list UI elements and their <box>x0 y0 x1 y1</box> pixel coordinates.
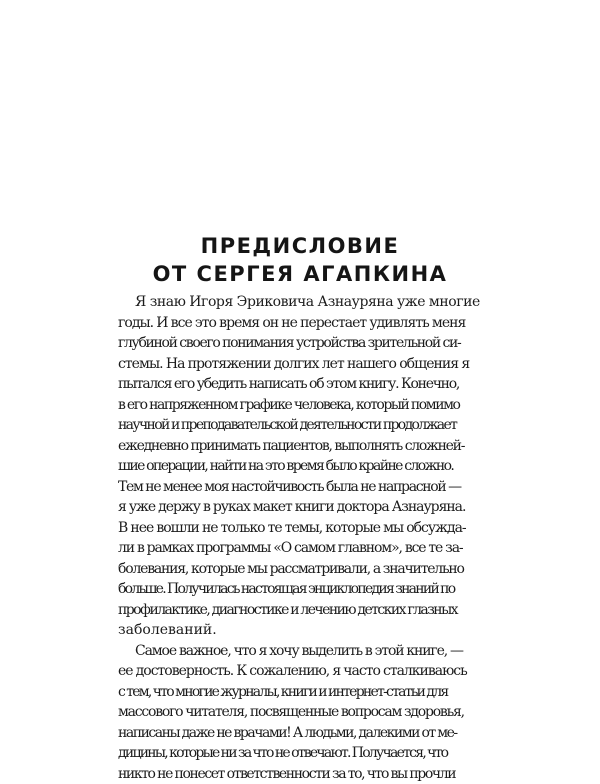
text-line: научной и преподавательской деятельности продолжает <box>118 415 487 436</box>
text-line: Самое важное, что я хочу выделить в этой книге, — <box>118 641 487 662</box>
text-line: годы. И все это время он не перестает удивлять меня <box>118 313 487 334</box>
text-line: больше. Получилась настоящая энциклопедия знаний по <box>118 579 487 600</box>
text-line: стемы. На протяжении долгих лет нашего общения я <box>118 354 487 375</box>
heading-subtitle: ОТ СЕРГЕЯ АГАПКИНА <box>0 262 600 286</box>
heading-title: ПРЕДИСЛОВИЕ <box>0 234 600 258</box>
text-line: ежедневно принимать пациентов, выполнять сложней- <box>118 436 487 457</box>
text-line: в его напряженном графике человека, который помимо <box>118 395 487 416</box>
paragraph-2 <box>118 641 487 784</box>
text-line: написаны даже не врачами! А людьми, далекими от ме- <box>118 723 487 744</box>
text-line: Я знаю Игоря Эриковича Азнауряна уже многие <box>118 292 487 313</box>
text-line: с тем, что многие журналы, книги и интернет-статьи для <box>118 682 487 703</box>
text-line: В нее вошли не только те темы, которые мы обсужда- <box>118 518 487 539</box>
text-line: пытался его убедить написать об этом книгу. Конечно, <box>118 374 487 395</box>
text-line: я уже держу в руках макет книги доктора Азнауряна. <box>118 497 487 518</box>
preface-text <box>118 292 487 784</box>
text-line: Тем не менее моя настойчивость была не напрасной — <box>118 477 487 498</box>
text-line: ее достоверность. К сожалению, я часто сталкиваюсь <box>118 661 487 682</box>
text-line: никто не понесет ответственности за то, что вы прочли <box>118 764 487 784</box>
text-line: массового читателя, посвященные вопросам здоровья, <box>118 702 487 723</box>
text-line: дицины, которые ни за что не отвечают. Получается, что <box>118 743 487 764</box>
text-line: заболеваний. <box>118 620 487 641</box>
text-line: ли в рамках программы «О самом главном», все те за- <box>118 538 487 559</box>
paragraph-1 <box>118 292 487 641</box>
text-line: шие операции, найти на это время было крайне сложно. <box>118 456 487 477</box>
text-line: глубиной своего понимания устройства зрительной си- <box>118 333 487 354</box>
text-line: профилактике, диагностике и лечению детских глазных <box>118 600 487 621</box>
text-line: болевания, которые мы рассматривали, а значительно <box>118 559 487 580</box>
